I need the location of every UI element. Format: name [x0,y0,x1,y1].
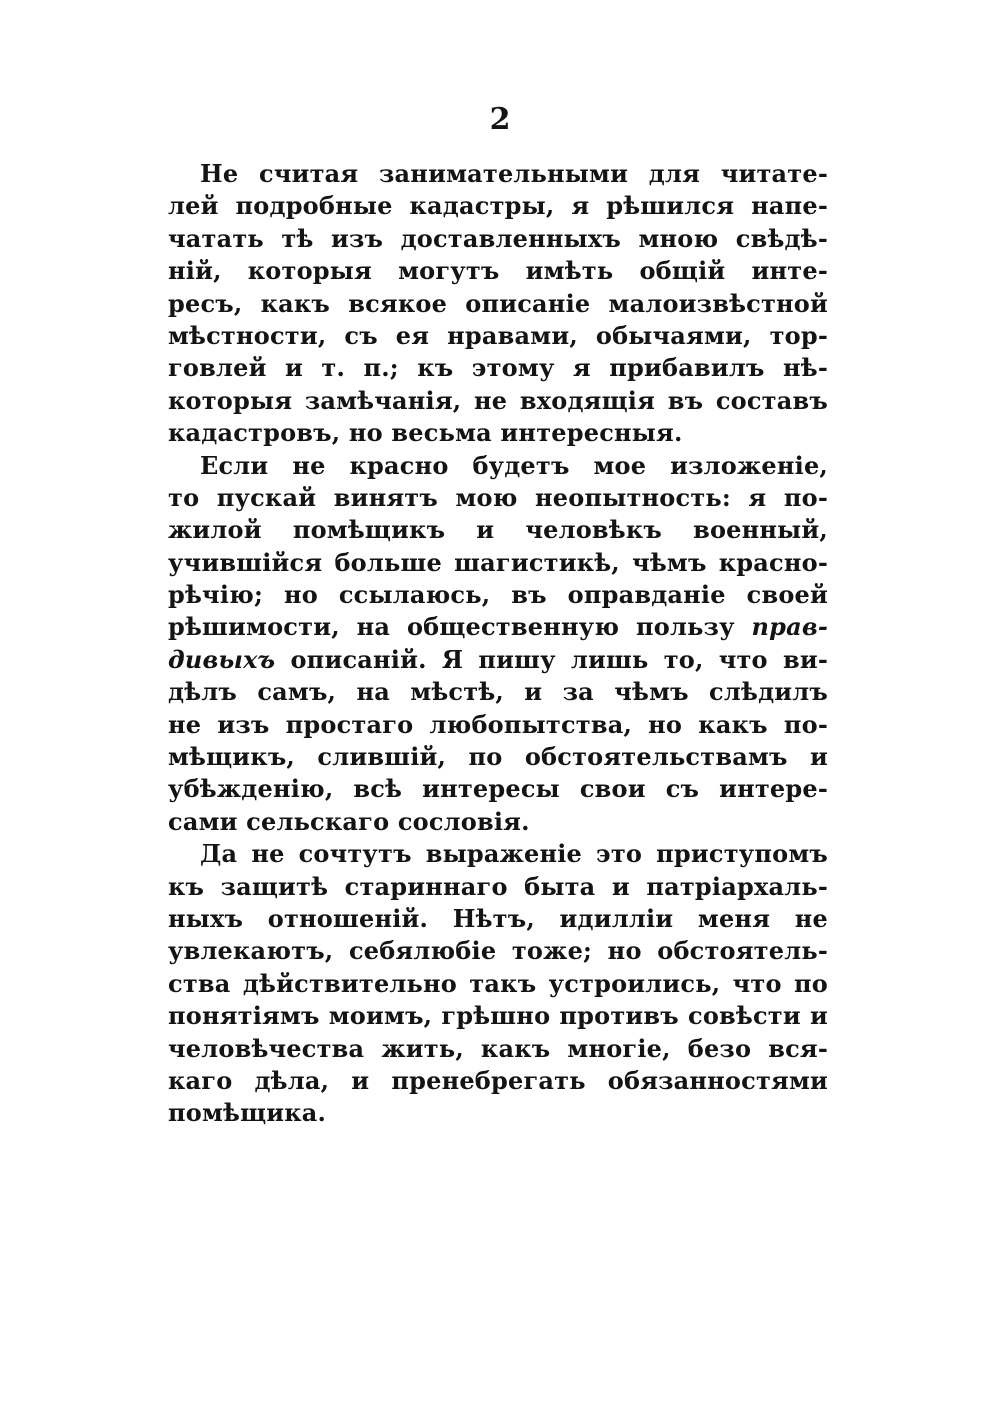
line-text: увлекаютъ, себялюбiе тоже; но обстоятель- [168,936,828,966]
line-text: то пускай винятъ мою неопытность: я по- [168,482,828,512]
text-line [168,935,828,967]
text-line [168,903,828,935]
text-line [168,806,828,838]
line-text: убѣжденiю, всѣ интересы свои съ интере- [168,774,828,804]
text-line [168,320,828,352]
line-text: дѣлъ самъ, на мѣстѣ, и за чѣмъ слѣдилъ [168,677,828,707]
text-line [168,579,828,611]
line-text: чатать тѣ изъ доставленныхъ мною свѣдѣ- [168,223,828,253]
line-text: мѣстности, съ ея нравами, обычаями, тор- [168,320,828,350]
text-line [168,223,828,255]
text-line [168,190,828,222]
line-text: описанiй. Я пишу лишь то, что ви- [275,644,828,674]
line-text: которыя замѣчанiя, не входящiя въ составъ [168,385,828,415]
line-text: Если не красно будетъ мое изложенiе, [200,450,828,480]
line-text: нiй, которыя могутъ имѣть общiй инте- [168,256,828,286]
text-line [168,255,828,287]
text-line [168,871,828,903]
line-text: лей подробные кадастры, я рѣшился напе- [168,191,828,221]
line-text: помѣщика. [168,1098,327,1128]
line-text: говлей и т. п.; къ этому я прибавилъ нѣ- [168,353,828,383]
text-line [168,741,828,773]
line-text: ства дѣйствительно такъ устроились, что по [168,968,828,998]
line-text: мѣщикъ, слившiй, по обстоятельствамъ и [168,742,828,772]
paragraph [168,450,828,839]
paragraph [168,838,828,1130]
text-line [168,482,828,514]
line-text: рѣчiю; но ссылаюсь, въ оправданiе своей [168,580,828,610]
text-line [168,547,828,579]
line-text: рѣшимости, на общественную пользу [168,612,752,642]
text-line [168,644,828,676]
text-line [168,676,828,708]
line-text: ресъ, какъ всякое описанiе малоизвѣстной [168,288,828,318]
text-line [168,1097,828,1129]
text-line [168,611,828,643]
text-line [168,158,828,190]
page-number: 2 [489,102,511,137]
italic-text: дивыхъ [168,644,276,674]
text-line [168,1033,828,1065]
line-text: ныхъ отношенiй. Нѣтъ, идиллiи меня не [168,903,828,933]
body-text [168,158,828,1130]
text-line [168,1065,828,1097]
line-text: каго дѣла, и пренебрегать обязанностями [168,1065,828,1095]
text-line [168,288,828,320]
text-line [168,417,828,449]
text-line [168,514,828,546]
text-line [168,385,828,417]
text-line [168,838,828,870]
line-text: къ защитѣ стариннаго быта и патрiархаль- [168,871,828,901]
text-line [168,968,828,1000]
line-text: человѣчества жить, какъ многiе, безо вся- [168,1033,828,1063]
line-text: Да не сочтутъ выраженiе это приступомъ [200,839,828,869]
text-line [168,1000,828,1032]
text-line [168,773,828,805]
text-line [168,450,828,482]
line-text: Не считая занимательными для читате- [200,159,828,188]
line-text: понятiямъ моимъ, грѣшно противъ совѣсти и [168,1001,828,1031]
line-text: сами сельскаго сословiя. [168,806,530,836]
text-line [168,352,828,384]
paragraph [168,158,828,450]
italic-text: прав- [751,612,828,642]
line-text: кадастровъ, но весьма интересныя. [168,418,683,448]
line-text: учившiйся больше шагистикѣ, чѣмъ красно- [168,547,828,577]
line-text: не изъ простаго любопытства, но какъ по- [168,709,828,739]
text-line [168,709,828,741]
line-text: жилой помѣщикъ и человѣкъ военный, [168,515,828,545]
